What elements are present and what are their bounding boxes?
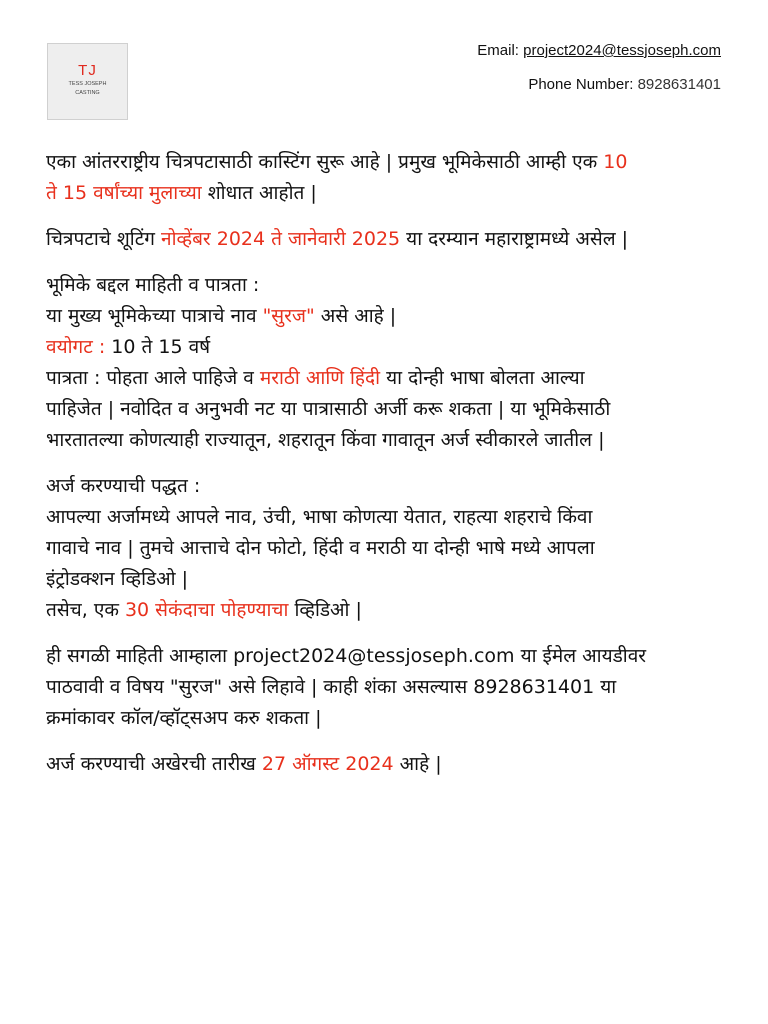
intro-text: एका आंतरराष्ट्रीय चित्रपटासाठी कास्टिंग सुरू आहे | प्रमुख भूमिकेसाठी आम्ही एक bbox=[46, 151, 604, 173]
paragraph-submission bbox=[46, 641, 722, 734]
shooting-line bbox=[46, 224, 722, 255]
application-line-1: आपल्या अर्जामध्ये आपले नाव, उंची, भाषा कोणत्या येतात, राहत्या शहराचे किंवा bbox=[46, 506, 593, 528]
role-details-heading: भूमिके बद्दल माहिती व पात्रता : bbox=[46, 274, 260, 296]
intro-line-1 bbox=[46, 147, 722, 178]
deadline-date-highlight: 27 ऑगस्ट 2024 bbox=[261, 753, 394, 775]
age-group-label: वयोगट : bbox=[46, 336, 106, 358]
age-group-value: 10 ते 15 वर्ष bbox=[105, 336, 211, 358]
submission-line-2: पाठवावी व विषय "सुरज" असे लिहावे | काही शंका असल्यास 8928631401 या bbox=[46, 676, 617, 698]
contact-info bbox=[477, 42, 721, 93]
company-logo bbox=[47, 43, 128, 120]
role-name-text-end: असे आहे | bbox=[314, 305, 397, 327]
deadline-line bbox=[46, 749, 722, 780]
application-method-heading: अर्ज करण्याची पद्धत : bbox=[46, 475, 201, 497]
swimming-text: तसेच, एक bbox=[46, 599, 125, 621]
swimming-video-line bbox=[46, 595, 722, 626]
role-name-text: या मुख्य भूमिकेच्या पात्राचे नाव bbox=[46, 305, 263, 327]
phone-row bbox=[477, 76, 721, 93]
swimming-video-highlight: 30 सेकंदाचा पोहण्याचा bbox=[124, 599, 289, 621]
paragraph-shooting bbox=[46, 224, 722, 255]
submission-line-3: क्रमांकावर कॉल/व्हॉट्सअप करु शकता | bbox=[46, 707, 322, 729]
application-line-2: गावाचे नाव | तुमचे आत्ताचे दोन फोटो, हिंदी व मराठी या दोन्ही भाषे मध्ये आपला bbox=[46, 537, 595, 559]
document-body bbox=[46, 147, 722, 795]
eligibility-text: पात्रता : पोहता आले पाहिजे व bbox=[46, 367, 260, 389]
email-label: Email: bbox=[477, 42, 519, 59]
languages-highlight: मराठी आणि हिंदी bbox=[259, 367, 381, 389]
paragraph-deadline bbox=[46, 749, 722, 780]
eligibility-line-2: पाहिजेत | नवोदित व अनुभवी नट या पात्रासाठी अर्जी करू शकता | या भूमिकेसाठी bbox=[46, 398, 611, 420]
application-line-3: इंट्रोडक्शन व्हिडिओ | bbox=[46, 568, 189, 590]
deadline-text-end: आहे | bbox=[393, 753, 442, 775]
role-name-highlight: "सुरज" bbox=[262, 305, 315, 327]
eligibility-line-1 bbox=[46, 363, 722, 394]
paragraph-application-method bbox=[46, 471, 722, 626]
logo-monogram: TJ bbox=[78, 62, 97, 79]
phone-label: Phone Number: bbox=[528, 76, 634, 93]
paragraph-role-details bbox=[46, 270, 722, 456]
age-highlight-end: ते 15 वर्षांच्या मुलाच्या bbox=[46, 182, 202, 204]
submission-line-1: ही सगळी माहिती आम्हाला project2024@tessjoseph.com या ईमेल आयडीवर bbox=[46, 645, 647, 667]
eligibility-line-3: भारतातल्या कोणत्याही राज्यातून, शहरातून किंवा गावातून अर्ज स्वीकारले जातील | bbox=[46, 429, 605, 451]
logo-subtitle-name: TESS JOSEPH bbox=[68, 81, 107, 87]
eligibility-text-end: या दोन्ही भाषा बोलता आल्या bbox=[380, 367, 585, 389]
age-group-line bbox=[46, 332, 722, 363]
shooting-text: चित्रपटाचे शूटिंग bbox=[46, 228, 162, 250]
intro-line-2 bbox=[46, 178, 722, 209]
age-highlight-start: 10 bbox=[603, 151, 628, 173]
intro-text-end: शोधात आहोत | bbox=[201, 182, 317, 204]
email-link[interactable]: project2024@tessjoseph.com bbox=[523, 42, 721, 59]
email-row bbox=[477, 42, 721, 59]
shooting-text-end: या दरम्यान महाराष्ट्रामध्ये असेल | bbox=[400, 228, 629, 250]
logo-subtitle-casting: CASTING bbox=[75, 90, 100, 96]
swimming-text-end: व्हिडिओ | bbox=[288, 599, 362, 621]
paragraph-intro bbox=[46, 147, 722, 209]
phone-number: 8928631401 bbox=[637, 76, 721, 93]
deadline-text: अर्ज करण्याची अखेरची तारीख bbox=[46, 753, 262, 775]
role-name-line bbox=[46, 301, 722, 332]
shooting-dates-highlight: नोव्हेंबर 2024 ते जानेवारी 2025 bbox=[161, 228, 401, 250]
